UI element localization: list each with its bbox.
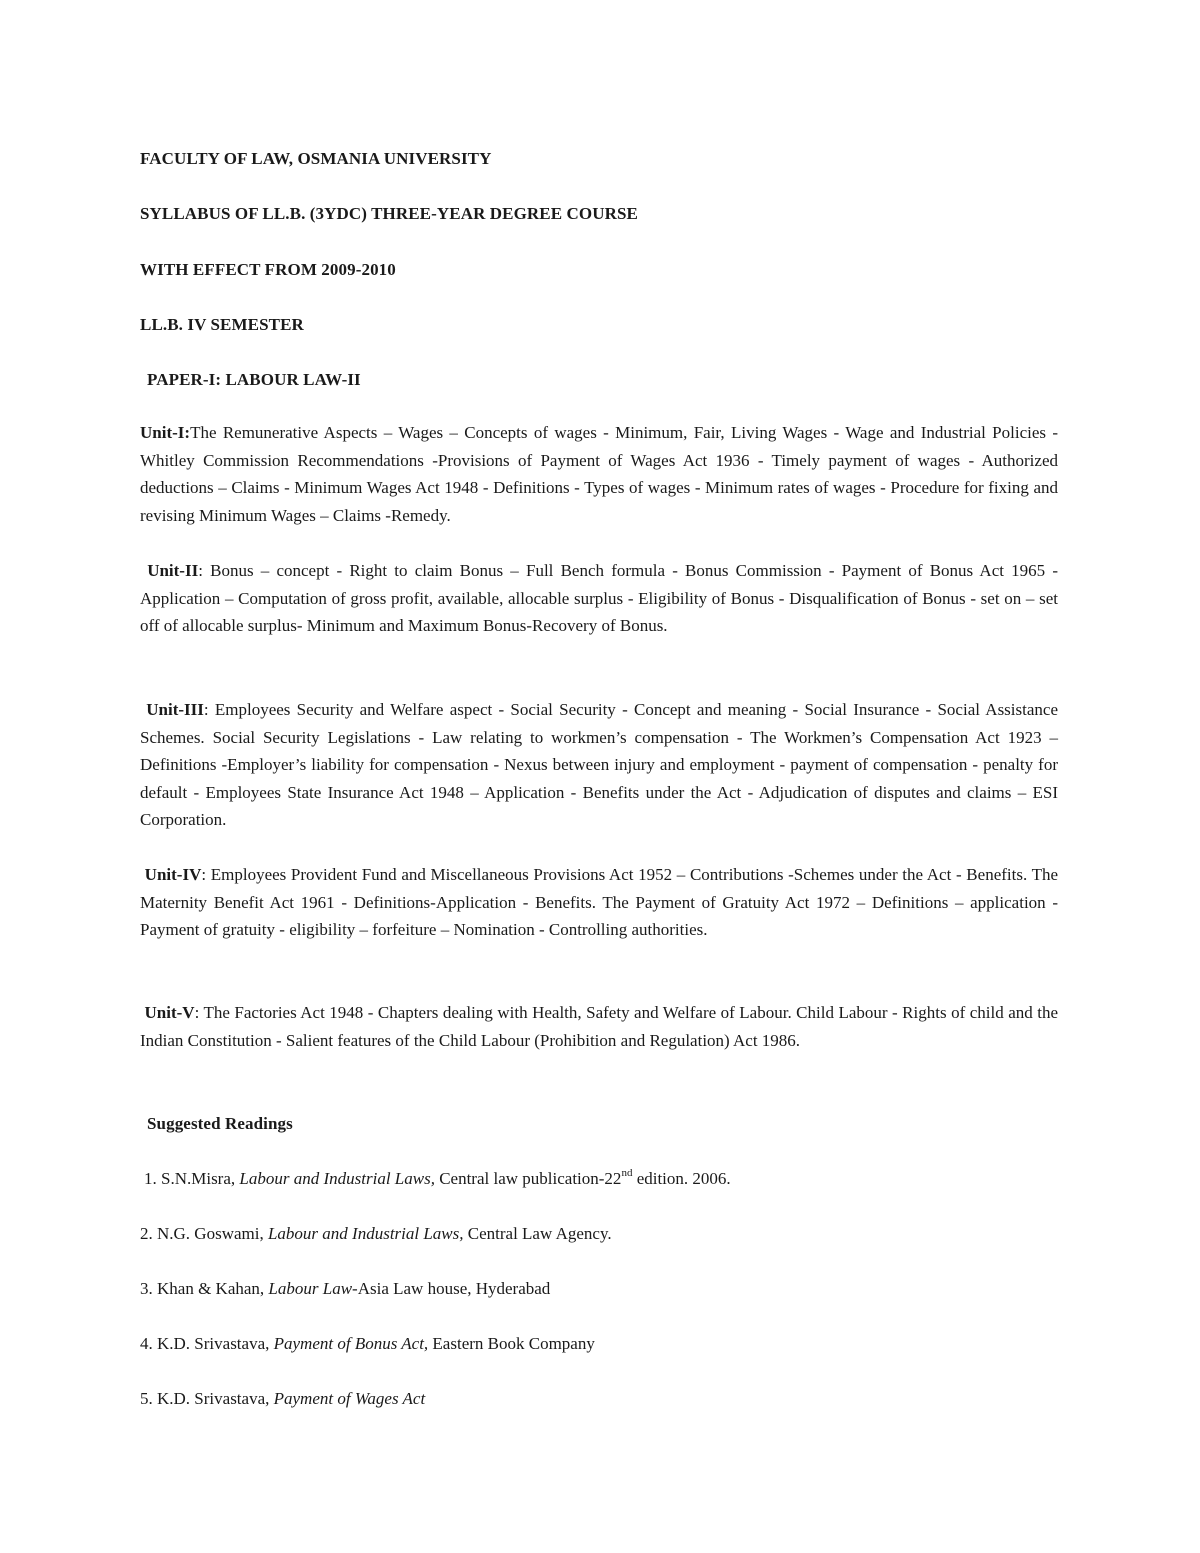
unit-text: : The Factories Act 1948 - Chapters dealing with Health, Safety and Welfare of Labour. Child Labour - Rights of child and the Indian Constitution - Salient features of the Child Labour (Prohibition and Regulation) Act 1986. bbox=[140, 1003, 1059, 1050]
reading-title: Payment of Bonus Act, bbox=[273, 1334, 429, 1353]
reading-item-3 bbox=[140, 1279, 550, 1299]
reading-title: Labour and Industrial Laws, bbox=[267, 1224, 464, 1243]
unit-2-paragraph bbox=[140, 557, 1058, 640]
reading-item-2 bbox=[140, 1224, 612, 1244]
reading-author: 2. N.G. Goswami, bbox=[140, 1224, 268, 1243]
unit-3-paragraph bbox=[140, 696, 1058, 834]
unit-text: : Employees Security and Welfare aspect - Social Security - Concept and meaning - Social Insurance - Social Assistance Schemes. Social Security Legislations - Law relating to workmen’s compensation - The Workmen’s Compensation Act 1923 – Definitions -Employer’s liability for compensation - Nexus between injury and employment - payment of compensation - penalty for default - Employees State Insurance Act 1948 – Application - Benefits under the Act - Adjudication of disputes and claims – ESI Corporation. bbox=[140, 700, 1058, 830]
reading-author: 4. K.D. Srivastava, bbox=[140, 1334, 274, 1353]
unit-label: Unit-IV bbox=[144, 865, 202, 884]
reading-author: 1. S.N.Misra, bbox=[144, 1169, 240, 1188]
reading-publisher: -Asia Law house, Hyderabad bbox=[352, 1279, 551, 1298]
effect-heading: WITH EFFECT FROM 2009-2010 bbox=[140, 260, 396, 279]
unit-1-paragraph bbox=[140, 419, 1058, 529]
unit-label: Unit-II bbox=[147, 561, 199, 580]
syllabus-heading: SYLLABUS OF LL.B. (3YDC) THREE-YEAR DEGREE COURSE bbox=[140, 204, 638, 223]
reading-title: Labour Law bbox=[268, 1279, 353, 1298]
reading-publisher: Central law publication-22 bbox=[434, 1169, 622, 1188]
reading-author: 5. K.D. Srivastava, bbox=[140, 1389, 274, 1408]
reading-author: 3. Khan & Kahan, bbox=[140, 1279, 269, 1298]
reading-item-1 bbox=[144, 1169, 731, 1189]
unit-label: Unit-III bbox=[146, 700, 204, 719]
reading-publisher: Eastern Book Company bbox=[428, 1334, 595, 1353]
unit-label: Unit-V bbox=[144, 1003, 195, 1022]
reading-item-4 bbox=[140, 1334, 595, 1354]
unit-text: The Remunerative Aspects – Wages – Concepts of wages - Minimum, Fair, Living Wages - Wage and Industrial Policies - Whitley Commission Recommendations -Provisions of Payment of Wages Act 1936 - Timely payment of wages - Authorized deductions – Claims - Minimum Wages Act 1948 - Definitions - Types of wages - Minimum rates of wages - Procedure for fixing and revising Minimum Wages – Claims -Remedy. bbox=[140, 423, 1058, 525]
paper-heading: PAPER-I: LABOUR LAW-II bbox=[147, 370, 361, 389]
unit-label: Unit-I: bbox=[140, 423, 191, 442]
reading-publisher: Central Law Agency. bbox=[463, 1224, 612, 1243]
unit-5-paragraph bbox=[140, 999, 1058, 1054]
reading-superscript: nd bbox=[621, 1167, 633, 1180]
faculty-heading: FACULTY OF LAW, OSMANIA UNIVERSITY bbox=[140, 149, 492, 168]
unit-text: : Employees Provident Fund and Miscellaneous Provisions Act 1952 – Contributions -Schemes under the Act - Benefits. The Maternity Benefit Act 1961 - Definitions-Application - Benefits. The Payment of Gratuity Act 1972 – Definitions – application - Payment of gratuity - eligibility – forfeiture – Nomination - Controlling authorities. bbox=[140, 865, 1058, 940]
reading-edition: edition. 2006. bbox=[632, 1169, 731, 1188]
reading-title: Payment of Wages Act bbox=[273, 1389, 426, 1408]
unit-4-paragraph bbox=[140, 861, 1058, 944]
unit-text: : Bonus – concept - Right to claim Bonus – Full Bench formula - Bonus Commission - Payment of Bonus Act 1965 - Application – Computation of gross profit, available, allocable surplus - Eligibility of Bonus - Disqualification of Bonus - set on – set off of allocable surplus- Minimum and Maximum Bonus-Recovery of Bonus. bbox=[140, 561, 1058, 636]
reading-title: Labour and Industrial Laws, bbox=[239, 1169, 435, 1188]
reading-item-5 bbox=[140, 1389, 425, 1409]
readings-heading: Suggested Readings bbox=[147, 1114, 293, 1133]
semester-heading: LL.B. IV SEMESTER bbox=[140, 315, 304, 334]
